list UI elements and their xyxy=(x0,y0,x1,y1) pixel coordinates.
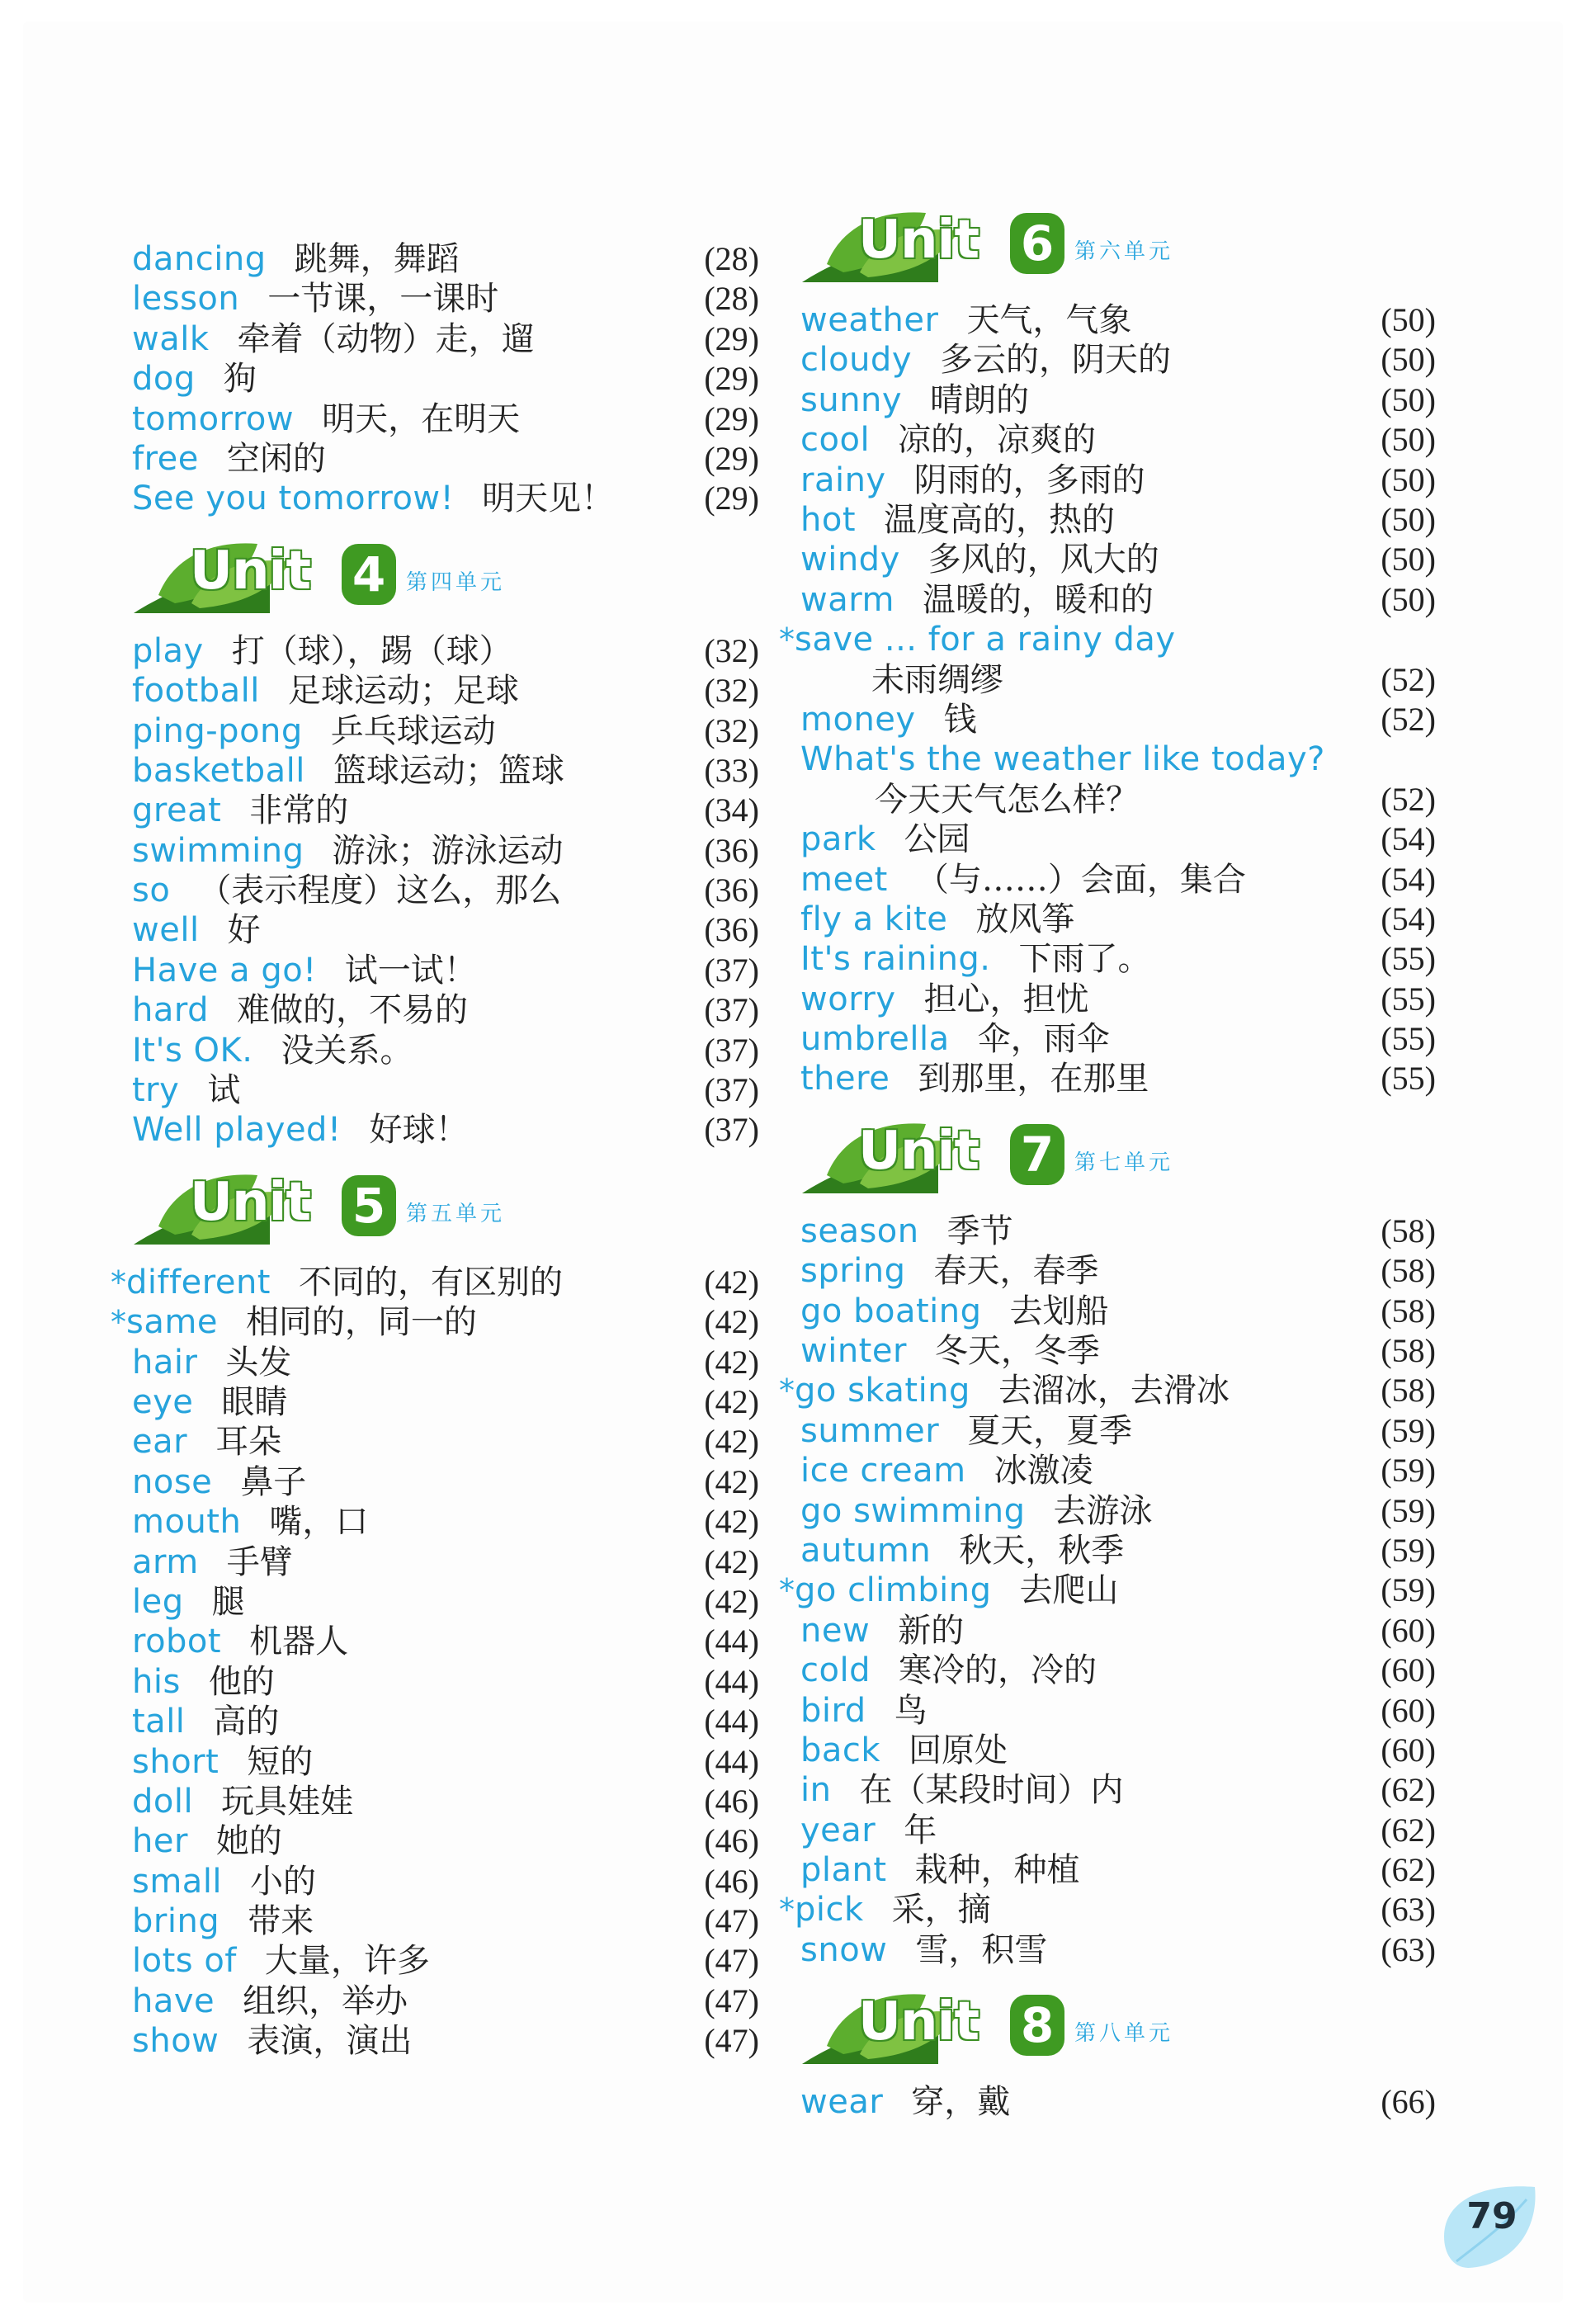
list-item: hard 难做的，不易的 (37) xyxy=(132,991,759,1030)
list-item: Have a go! 试一试！ (37) xyxy=(132,951,759,990)
list-item: show 表演，演出 (47) xyxy=(132,2022,759,2061)
left-column xyxy=(111,239,759,2062)
list-item: dog 狗 (29) xyxy=(132,360,759,399)
list-item: fly a kite 放风筝 (54) xyxy=(800,900,1436,938)
list-item: mouth 嘴，口 (42) xyxy=(132,1503,759,1542)
list-item: small 小的 (46) xyxy=(132,1862,759,1901)
list-item: money 钱 (52) xyxy=(800,700,1436,739)
list-item: try 试 (37) xyxy=(132,1071,759,1110)
list-item: cloudy 多云的，阴天的 (50) xyxy=(800,341,1436,380)
unit-number: 6 xyxy=(1010,213,1064,274)
unit-8-heading xyxy=(794,1988,1436,2071)
unit-6-heading xyxy=(794,206,1436,289)
list-item: ear 耳朵 (42) xyxy=(132,1423,759,1462)
unit-label: Unit xyxy=(858,1120,979,1182)
list-item: park 公园 (54) xyxy=(800,820,1436,859)
list-item: season 季节 (58) xyxy=(800,1212,1436,1250)
list-item: go boating 去划船 (58) xyxy=(800,1292,1436,1330)
list-item: tomorrow 明天，在明天 (29) xyxy=(132,399,759,438)
list-item: cold 寒冷的，冷的 (60) xyxy=(800,1651,1436,1690)
unit-4-heading xyxy=(125,537,759,620)
list-item: hot 温度高的，热的 (50) xyxy=(800,500,1436,539)
list-item: lots of 大量，许多 (47) xyxy=(132,1942,759,1981)
list-item: hair 头发 (42) xyxy=(132,1343,759,1382)
list-item: *pick 采，摘 (63) xyxy=(779,1891,1436,1930)
unit-number: 7 xyxy=(1010,1124,1064,1185)
page-number: 79 xyxy=(1466,2195,1518,2237)
list-item: *same 相同的，同一的 (42) xyxy=(111,1303,759,1342)
list-item: umbrella 伞，雨伞 (55) xyxy=(800,1020,1436,1059)
unit-5-heading xyxy=(125,1169,759,1251)
list-item: *save ... for a rainy day 未雨绸缪 (52) xyxy=(779,621,1436,699)
list-item: there 到那里，在那里 (55) xyxy=(800,1060,1436,1098)
list-item: back 回原处 (60) xyxy=(800,1731,1436,1769)
list-item: autumn 秋天，秋季 (59) xyxy=(800,1531,1436,1570)
list-item: arm 手臂 (42) xyxy=(132,1542,759,1581)
list-item: wear 穿，戴 (66) xyxy=(800,2083,1436,2122)
list-item: have 组织，举办 (47) xyxy=(132,1982,759,2020)
list-item: sunny 晴朗的 (50) xyxy=(800,380,1436,419)
unit-label: Unit xyxy=(190,1171,311,1233)
unit-label: Unit xyxy=(858,210,979,271)
list-item: See you tomorrow! 明天见！ (29) xyxy=(132,479,759,518)
list-item: basketball 篮球运动；篮球 (33) xyxy=(132,751,759,790)
unit-label: Unit xyxy=(858,1991,979,2053)
unit-cn-label: 第五单元 xyxy=(406,1201,506,1226)
list-item: It's OK. 没关系。 (37) xyxy=(132,1031,759,1070)
list-item: swimming 游泳；游泳运动 (36) xyxy=(132,831,759,870)
right-column xyxy=(779,206,1436,2123)
list-item: It's raining. 下雨了。 (55) xyxy=(800,940,1436,979)
list-item: so （表示程度）这么，那么 (36) xyxy=(132,872,759,910)
list-item: play 打（球），踢（球） (32) xyxy=(132,631,759,670)
list-item: leg 腿 (42) xyxy=(132,1582,759,1621)
list-item: windy 多风的，风大的 (50) xyxy=(800,541,1436,579)
unit-cn-label: 第八单元 xyxy=(1074,2021,1174,2047)
list-item: nose 鼻子 (42) xyxy=(132,1462,759,1501)
list-item: great 非常的 (34) xyxy=(132,791,759,830)
list-item: year 年 (62) xyxy=(800,1811,1436,1849)
list-item: tall 高的 (44) xyxy=(132,1703,759,1741)
unit-cn-label: 第七单元 xyxy=(1074,1150,1174,1175)
unit-label: Unit xyxy=(190,540,311,602)
list-item: doll 玩具娃娃 (46) xyxy=(132,1782,759,1821)
list-item: warm 温暖的，暖和的 (50) xyxy=(800,580,1436,619)
list-item: bring 带来 (47) xyxy=(132,1902,759,1941)
list-item: football 足球运动；足球 (32) xyxy=(132,672,759,711)
list-item: ping-pong 乒乓球运动 (32) xyxy=(132,711,759,750)
list-item: lesson 一节课，一课时 (28) xyxy=(132,280,759,319)
list-item: Well played! 好球！ (37) xyxy=(132,1111,759,1150)
list-item: well 好 (36) xyxy=(132,911,759,950)
list-item: plant 栽种，种植 (62) xyxy=(800,1851,1436,1890)
list-item: new 新的 (60) xyxy=(800,1611,1436,1650)
list-item: dancing 跳舞，舞蹈 (28) xyxy=(132,240,759,278)
list-item: summer 夏天，夏季 (59) xyxy=(800,1411,1436,1450)
list-item: weather 天气，气象 (50) xyxy=(800,301,1436,339)
list-item: worry 担心，担忧 (55) xyxy=(800,980,1436,1018)
list-item: his 他的 (44) xyxy=(132,1662,759,1701)
list-item: walk 牵着（动物）走，遛 (29) xyxy=(132,319,759,358)
list-item: cool 凉的，凉爽的 (50) xyxy=(800,421,1436,460)
list-item: winter 冬天，冬季 (58) xyxy=(800,1332,1436,1371)
list-item: spring 春天，春季 (58) xyxy=(800,1252,1436,1291)
list-item: meet （与……）会面，集合 (54) xyxy=(800,860,1436,899)
list-item: robot 机器人 (44) xyxy=(132,1623,759,1661)
unit-cn-label: 第四单元 xyxy=(406,569,506,595)
list-item: free 空闲的 (29) xyxy=(132,439,759,478)
unit-number: 8 xyxy=(1010,1995,1064,2056)
unit-number: 4 xyxy=(342,544,396,605)
list-item: *go climbing 去爬山 (59) xyxy=(779,1571,1436,1610)
list-item: *different 不同的，有区别的 (42) xyxy=(111,1263,759,1301)
unit-number: 5 xyxy=(342,1175,396,1236)
list-item: rainy 阴雨的，多雨的 (50) xyxy=(800,461,1436,499)
list-item: snow 雪，积雪 (63) xyxy=(800,1930,1436,1969)
list-item: ice cream 冰激凌 (59) xyxy=(800,1452,1436,1490)
list-item: go swimming 去游泳 (59) xyxy=(800,1491,1436,1530)
list-item: What's the weather like today? 今天天气怎么样？ (52) xyxy=(800,740,1436,819)
list-item: her 她的 (46) xyxy=(132,1822,759,1861)
unit-cn-label: 第六单元 xyxy=(1074,239,1174,264)
unit-7-heading xyxy=(794,1117,1436,1200)
list-item: bird 鸟 (60) xyxy=(800,1691,1436,1730)
list-item: in 在（某段时间）内 (62) xyxy=(800,1771,1436,1810)
list-item: short 短的 (44) xyxy=(132,1742,759,1781)
list-item: eye 眼睛 (42) xyxy=(132,1382,759,1421)
list-item: *go skating 去溜冰，去滑冰 (58) xyxy=(779,1372,1436,1410)
